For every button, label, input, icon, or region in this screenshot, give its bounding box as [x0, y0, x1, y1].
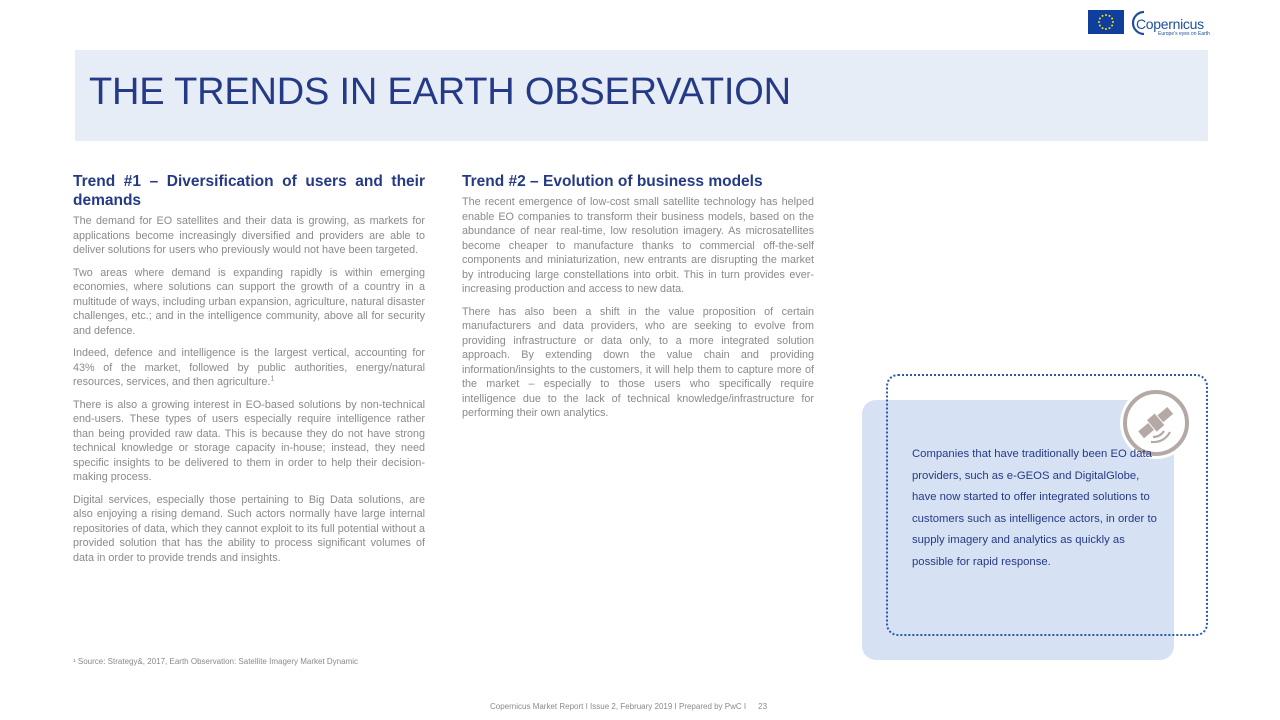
page-footer — [490, 702, 767, 711]
trend1-heading: Trend #1 – Diversification of users and their demands — [73, 173, 425, 209]
trend1-column — [73, 172, 425, 573]
title-band — [75, 50, 1208, 141]
logo-area — [1088, 9, 1210, 37]
trend2-column — [462, 172, 814, 429]
trend1-paragraph — [73, 346, 425, 390]
callout-text: Companies that have traditionally been EO data providers, such as e-GEOS and DigitalGlobe, have now started to offer integrated solutions to customers such as intelligence actors, in order to supply imagery and analytics as quickly as possible for rapid response. — [912, 448, 1157, 568]
trend2-paragraph: The recent emergence of low-cost small satellite technology has helped enable EO companies to transform their business models, based on the abundance of near real-time, low resolution imagery. As microsatellites become cheaper to manufacture thanks to commercial off-the-self components and miniaturization, new entrants are disrupting the market by introducing large constellations into orbit. This in turn provides ever-increasing production and access to new data. — [462, 196, 814, 295]
trend1-paragraph-text: Indeed, defence and intelligence is the largest vertical, accounting for 43% of the market, followed by public authorities, energy/natural resources, services, and then agriculture. — [73, 347, 425, 388]
footnote: ¹ Source: Strategy&, 2017, Earth Observation: Satellite Imagery Market Dynamic — [73, 657, 359, 666]
trend2-heading: Trend #2 – Evolution of business models — [462, 173, 763, 190]
page-title: THE TRENDS IN EARTH OBSERVATION — [89, 71, 791, 113]
logo-wordmark: Copernicus — [1136, 16, 1204, 32]
footnote-marker: 1 — [270, 375, 275, 383]
logo-tagline: Europe's eyes on Earth — [1158, 31, 1210, 37]
trend1-paragraph: There is also a growing interest in EO-based solutions by non-technical end-users. These types of users especially require intelligence rather than being provided raw data. This is because they do not have strong technical knowledge or storage capacity in-house; instead, they need specific insights to be delivered to them in order to help their decision-making process. — [73, 398, 425, 483]
page-number: 23 — [758, 702, 768, 711]
trend2-paragraph: There has also been a shift in the value proposition of certain manufacturers and data providers, who are seeking to evolve from providing infrastructure or data only, to a more integrated solution approach. By extending down the value chain and providing information/insights to the customers, it will help them to capture more of the market – especially to those users who specifically require intelligence due to the lack of technical knowledge/infrastructure for performing their own analytics. — [462, 305, 814, 419]
trend1-paragraph: Digital services, especially those pertaining to Big Data solutions, are also enjoying a rising demand. Such actors normally have large internal repositories of data, which they cannot exploit to its full potential without a provided solution that has the ability to process significant volumes of data in order to provide trends and insights. — [73, 493, 425, 564]
eu-flag-icon — [1088, 10, 1124, 34]
trend1-paragraph: Two areas where demand is expanding rapidly is within emerging economies, where solutions can support the growth of a country in a multitude of ways, including urban expansion, agriculture, natural disaster challenges, etc.; and in the intelligence community, above all for security and defence. — [73, 266, 425, 337]
callout-box — [862, 374, 1212, 664]
trend1-paragraph: The demand for EO satellites and their data is growing, as markets for applications become increasingly diversified and providers are able to deliver solutions for users who previously would not have been targeted. — [73, 215, 425, 256]
footer-text: Copernicus Market Report I Issue 2, February 2019 I Prepared by PwC I — [490, 702, 747, 711]
